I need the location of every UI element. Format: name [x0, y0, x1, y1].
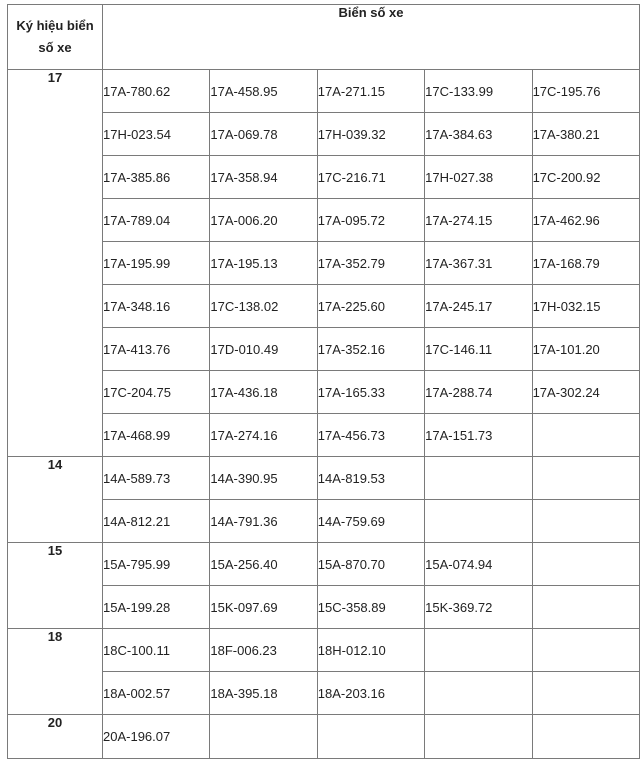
- plate-cell: 14A-812.21: [103, 500, 210, 543]
- plate-cell: [533, 543, 640, 586]
- plate-cell: 14A-390.95: [210, 457, 317, 500]
- plate-cell: 17C-204.75: [103, 371, 210, 414]
- plate-cell: 17A-384.63: [425, 113, 532, 156]
- plate-cell: 17C-200.92: [533, 156, 640, 199]
- plate-cell: [533, 500, 640, 543]
- plate-cell: 17H-027.38: [425, 156, 532, 199]
- table-row: [8, 414, 640, 457]
- plate-cell: 18H-012.10: [318, 629, 425, 672]
- table-row: [8, 199, 640, 242]
- plate-cell: 17A-195.13: [210, 242, 317, 285]
- plate-cell: 17H-032.15: [533, 285, 640, 328]
- plate-cell: 17C-146.11: [425, 328, 532, 371]
- plate-cell: [425, 500, 532, 543]
- plate-cell: 17A-352.79: [318, 242, 425, 285]
- table-row: [8, 70, 640, 113]
- table-row: [8, 586, 640, 629]
- plate-cell: 15C-358.89: [318, 586, 425, 629]
- plate-cell: 17A-462.96: [533, 199, 640, 242]
- plates-column-header: Biển số xe: [103, 5, 640, 70]
- plate-cell: 14A-819.53: [318, 457, 425, 500]
- plate-cell: 15K-369.72: [425, 586, 532, 629]
- plate-code-cell: 17: [8, 70, 103, 457]
- table-row: [8, 715, 640, 759]
- plate-cell: 17D-010.49: [210, 328, 317, 371]
- plate-cell: 17A-413.76: [103, 328, 210, 371]
- license-plate-table: [7, 4, 640, 759]
- plate-cell: 17A-780.62: [103, 70, 210, 113]
- plate-code-cell: 20: [8, 715, 103, 759]
- plate-cell: 18C-100.11: [103, 629, 210, 672]
- plate-cell: [533, 414, 640, 457]
- plate-code-cell: 14: [8, 457, 103, 543]
- plate-cell: [533, 629, 640, 672]
- plate-cell: 17C-216.71: [318, 156, 425, 199]
- table-row: [8, 500, 640, 543]
- plate-cell: 15A-795.99: [103, 543, 210, 586]
- plate-cell: 15A-199.28: [103, 586, 210, 629]
- plate-cell: 17A-168.79: [533, 242, 640, 285]
- plate-cell: 18A-002.57: [103, 672, 210, 715]
- plate-cell: 15A-870.70: [318, 543, 425, 586]
- plate-cell: 14A-791.36: [210, 500, 317, 543]
- plate-cell: 17A-367.31: [425, 242, 532, 285]
- table-row: [8, 113, 640, 156]
- plate-cell: 17H-023.54: [103, 113, 210, 156]
- plate-cell: 18A-203.16: [318, 672, 425, 715]
- plate-cell: 17C-138.02: [210, 285, 317, 328]
- plate-cell: 17A-385.86: [103, 156, 210, 199]
- table-row: [8, 285, 640, 328]
- plate-cell: 17A-458.95: [210, 70, 317, 113]
- plate-cell: 18F-006.23: [210, 629, 317, 672]
- plate-cell: 15K-097.69: [210, 586, 317, 629]
- table-row: [8, 543, 640, 586]
- plate-cell: 17A-288.74: [425, 371, 532, 414]
- plate-cell: [425, 629, 532, 672]
- plate-cell: [533, 715, 640, 759]
- plate-cell: 17A-358.94: [210, 156, 317, 199]
- plate-cell: [425, 715, 532, 759]
- table-header-row: [8, 5, 640, 70]
- table-row: [8, 629, 640, 672]
- plate-cell: 17C-133.99: [425, 70, 532, 113]
- plate-cell: 17A-165.33: [318, 371, 425, 414]
- plate-cell: 17A-468.99: [103, 414, 210, 457]
- plate-cell: 17A-225.60: [318, 285, 425, 328]
- plate-cell: 17A-274.15: [425, 199, 532, 242]
- plate-cell: 17A-095.72: [318, 199, 425, 242]
- plate-cell: 15A-256.40: [210, 543, 317, 586]
- plate-cell: 17C-195.76: [533, 70, 640, 113]
- plate-cell: 17A-069.78: [210, 113, 317, 156]
- plate-cell: 17A-271.15: [318, 70, 425, 113]
- table-row: [8, 672, 640, 715]
- plate-cell: 17A-352.16: [318, 328, 425, 371]
- plate-cell: 14A-759.69: [318, 500, 425, 543]
- plate-cell: 17A-151.73: [425, 414, 532, 457]
- table-row: [8, 457, 640, 500]
- plate-cell: 14A-589.73: [103, 457, 210, 500]
- plate-cell: [210, 715, 317, 759]
- plate-cell: 17A-436.18: [210, 371, 317, 414]
- plate-cell: [533, 672, 640, 715]
- plate-cell: 15A-074.94: [425, 543, 532, 586]
- plate-code-cell: 18: [8, 629, 103, 715]
- plate-cell: 17A-195.99: [103, 242, 210, 285]
- plate-cell: 17A-789.04: [103, 199, 210, 242]
- plate-cell: 17A-380.21: [533, 113, 640, 156]
- plate-cell: 17A-348.16: [103, 285, 210, 328]
- plate-cell: 17A-456.73: [318, 414, 425, 457]
- table-row: [8, 328, 640, 371]
- plate-cell: [533, 586, 640, 629]
- plate-cell: 17H-039.32: [318, 113, 425, 156]
- plate-cell: 17A-006.20: [210, 199, 317, 242]
- plate-cell: 17A-245.17: [425, 285, 532, 328]
- table-row: [8, 371, 640, 414]
- plate-cell: 18A-395.18: [210, 672, 317, 715]
- plate-cell: 20A-196.07: [103, 715, 210, 759]
- plate-cell: 17A-274.16: [210, 414, 317, 457]
- table-row: [8, 242, 640, 285]
- plate-cell: [425, 672, 532, 715]
- table-row: [8, 156, 640, 199]
- code-column-header: Ký hiệu biển số xe: [8, 5, 103, 70]
- plate-cell: 17A-101.20: [533, 328, 640, 371]
- table-body: [8, 70, 640, 759]
- plate-cell: 17A-302.24: [533, 371, 640, 414]
- plate-cell: [533, 457, 640, 500]
- plate-cell: [318, 715, 425, 759]
- plate-code-cell: 15: [8, 543, 103, 629]
- plate-cell: [425, 457, 532, 500]
